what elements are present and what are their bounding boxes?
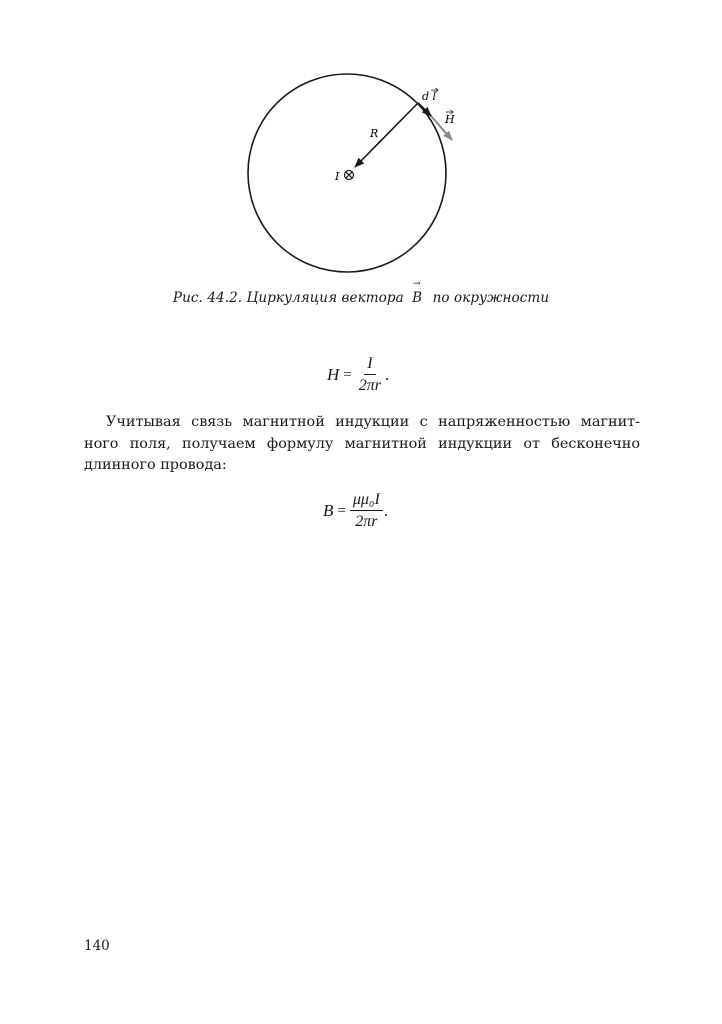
- caption-tail: по окружности: [432, 290, 550, 306]
- svg-text:H: H: [445, 113, 455, 126]
- page-number: 140: [84, 938, 110, 954]
- paragraph-line-2: ного поля, получаем формулу магнитной индукции от бесконечно: [84, 435, 640, 452]
- formula-h-denominator: 2πr: [358, 377, 381, 394]
- current-into-page-icon: [345, 171, 354, 180]
- current-label: I: [335, 170, 340, 183]
- formula-h: [327, 355, 389, 395]
- formula-b-eq: =: [337, 502, 346, 519]
- figure-caption: [0, 290, 722, 306]
- dl-arrow: [418, 103, 431, 116]
- body-paragraph: [84, 412, 640, 477]
- formula-h-eq: =: [343, 366, 352, 383]
- formula-h-dot: .: [385, 365, 390, 384]
- formula-b-numerator: μμ₀I: [350, 491, 383, 511]
- formula-b-denominator: 2πr: [355, 513, 378, 530]
- formula-b-fraction: [350, 491, 383, 531]
- formula-h-lhs: H: [327, 365, 340, 384]
- paragraph-line-3: длинного провода:: [84, 457, 227, 473]
- dl-label: [422, 88, 438, 103]
- h-label: [444, 110, 455, 126]
- svg-text:d l: d l: [422, 90, 437, 103]
- radius-label: R: [370, 127, 379, 140]
- radius-arrow: [355, 103, 418, 167]
- circulation-figure: [0, 0, 722, 290]
- formula-b-lhs: B: [323, 501, 334, 520]
- formula-h-fraction: [356, 355, 384, 395]
- caption-vector-b: → B: [412, 290, 422, 306]
- formula-b-dot: .: [383, 501, 389, 520]
- paragraph-line-1: Учитывая связь магнитной индукции с напряженностью магнит-: [106, 414, 640, 430]
- formula-h-numerator: I: [364, 355, 375, 375]
- caption-text: Рис. 44.2. Циркуляция вектора: [172, 290, 404, 306]
- formula-b: [323, 491, 388, 531]
